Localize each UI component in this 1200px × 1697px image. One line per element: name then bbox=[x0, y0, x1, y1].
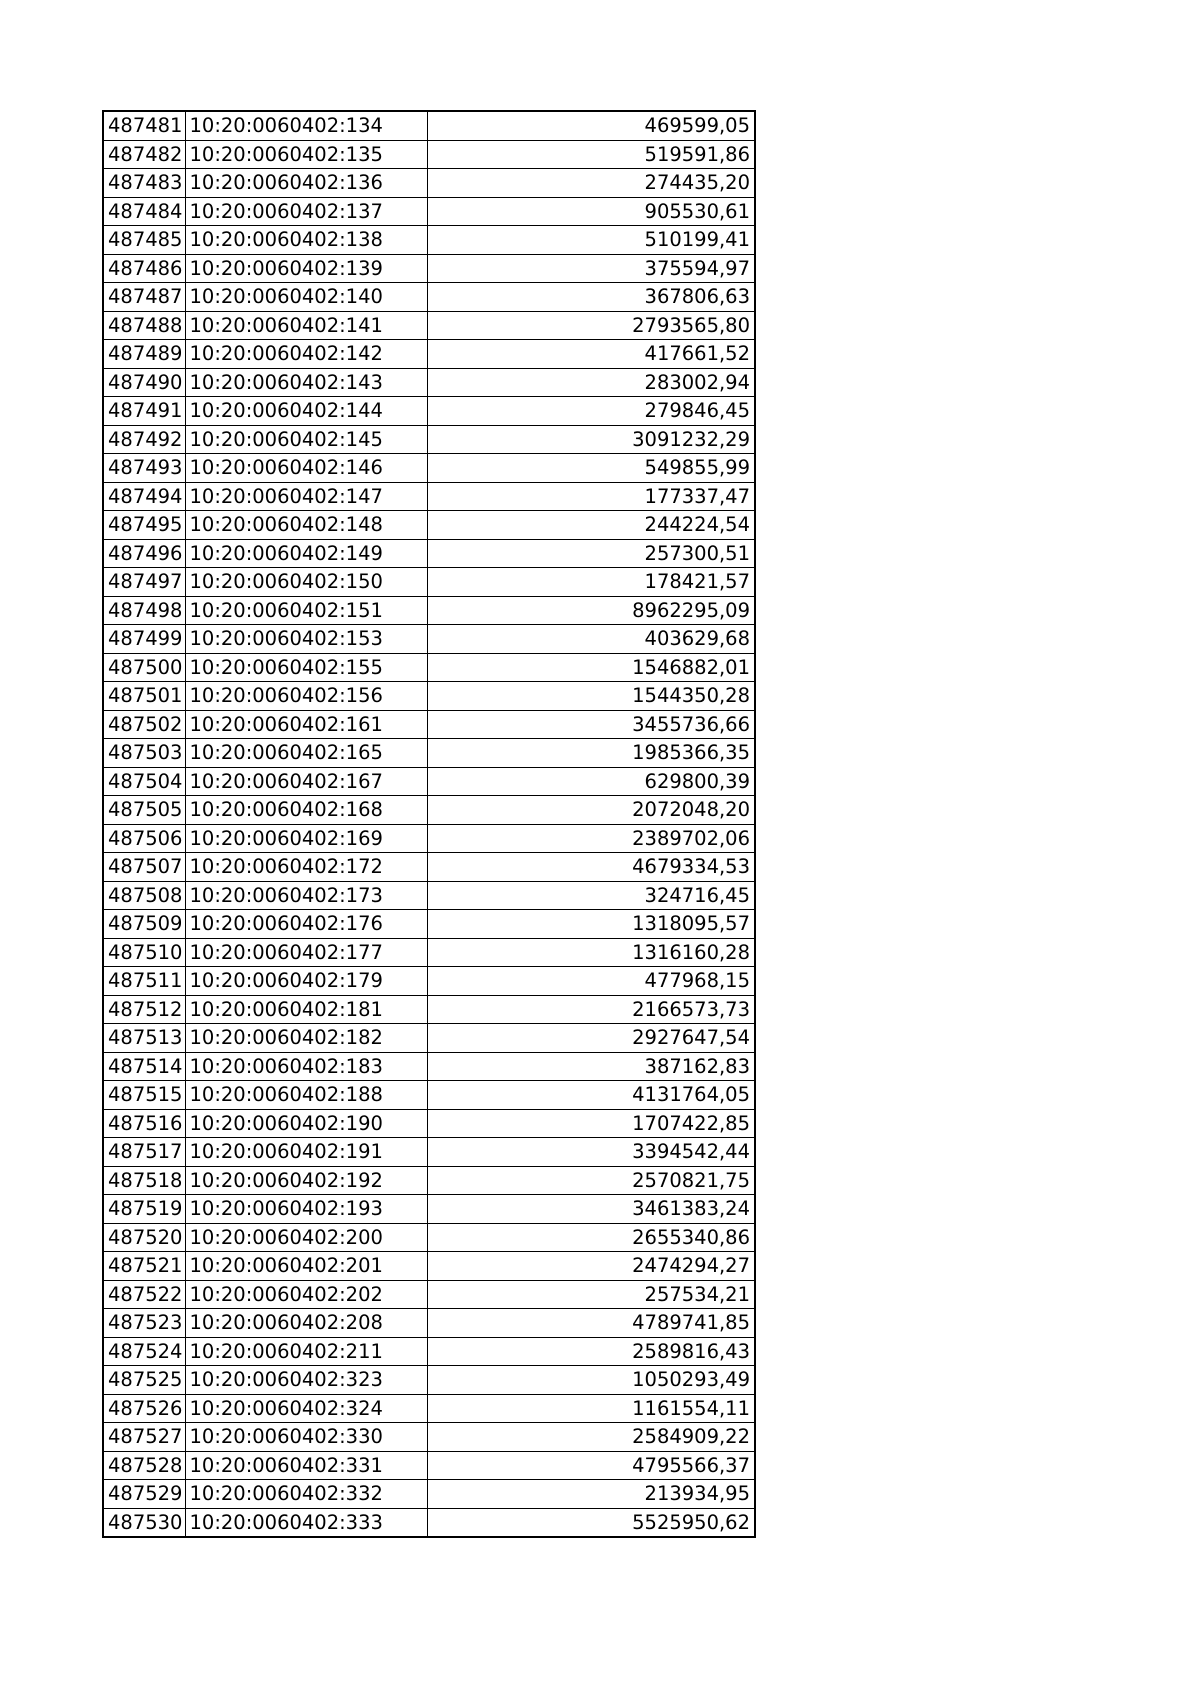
cadastral-number-cell: 10:20:0060402:211 bbox=[185, 1337, 427, 1366]
row-id-cell: 487511 bbox=[103, 967, 185, 996]
table-row bbox=[103, 653, 755, 682]
table-row bbox=[103, 1423, 755, 1452]
table-row bbox=[103, 340, 755, 369]
cadastral-value-cell: 549855,99 bbox=[427, 454, 755, 483]
table-row bbox=[103, 1451, 755, 1480]
table-row bbox=[103, 625, 755, 654]
row-id-cell: 487482 bbox=[103, 140, 185, 169]
cadastral-number-cell: 10:20:0060402:176 bbox=[185, 910, 427, 939]
cadastral-value-cell: 3461383,24 bbox=[427, 1195, 755, 1224]
table-row bbox=[103, 397, 755, 426]
cadastral-value-cell: 477968,15 bbox=[427, 967, 755, 996]
cadastral-value-cell: 279846,45 bbox=[427, 397, 755, 426]
cadastral-number-cell: 10:20:0060402:183 bbox=[185, 1052, 427, 1081]
row-id-cell: 487497 bbox=[103, 568, 185, 597]
table-row bbox=[103, 1480, 755, 1509]
cadastral-value-cell: 178421,57 bbox=[427, 568, 755, 597]
table-row bbox=[103, 368, 755, 397]
cadastral-value-cell: 1318095,57 bbox=[427, 910, 755, 939]
cadastral-value-cell: 2072048,20 bbox=[427, 796, 755, 825]
row-id-cell: 487516 bbox=[103, 1109, 185, 1138]
cadastral-value-cell: 4679334,53 bbox=[427, 853, 755, 882]
cadastral-number-cell: 10:20:0060402:169 bbox=[185, 824, 427, 853]
row-id-cell: 487528 bbox=[103, 1451, 185, 1480]
cadastral-number-cell: 10:20:0060402:137 bbox=[185, 197, 427, 226]
row-id-cell: 487484 bbox=[103, 197, 185, 226]
table-row bbox=[103, 511, 755, 540]
table-row bbox=[103, 824, 755, 853]
row-id-cell: 487517 bbox=[103, 1138, 185, 1167]
cadastral-value-cell: 2927647,54 bbox=[427, 1024, 755, 1053]
cadastral-number-cell: 10:20:0060402:149 bbox=[185, 539, 427, 568]
cadastral-number-cell: 10:20:0060402:135 bbox=[185, 140, 427, 169]
table-row bbox=[103, 710, 755, 739]
table-row bbox=[103, 1195, 755, 1224]
cadastral-number-cell: 10:20:0060402:155 bbox=[185, 653, 427, 682]
table-body bbox=[103, 111, 755, 1537]
row-id-cell: 487522 bbox=[103, 1280, 185, 1309]
cadastral-value-cell: 3455736,66 bbox=[427, 710, 755, 739]
table-row bbox=[103, 1252, 755, 1281]
row-id-cell: 487505 bbox=[103, 796, 185, 825]
cadastral-value-cell: 4789741,85 bbox=[427, 1309, 755, 1338]
table-row bbox=[103, 254, 755, 283]
row-id-cell: 487521 bbox=[103, 1252, 185, 1281]
cadastral-value-cell: 905530,61 bbox=[427, 197, 755, 226]
row-id-cell: 487519 bbox=[103, 1195, 185, 1224]
cadastral-number-cell: 10:20:0060402:324 bbox=[185, 1394, 427, 1423]
cadastral-value-cell: 2793565,80 bbox=[427, 311, 755, 340]
cadastral-number-cell: 10:20:0060402:202 bbox=[185, 1280, 427, 1309]
table-row bbox=[103, 967, 755, 996]
table-row bbox=[103, 1366, 755, 1395]
cadastral-number-cell: 10:20:0060402:201 bbox=[185, 1252, 427, 1281]
cadastral-number-cell: 10:20:0060402:181 bbox=[185, 995, 427, 1024]
cadastral-number-cell: 10:20:0060402:147 bbox=[185, 482, 427, 511]
table-row bbox=[103, 197, 755, 226]
cadastral-value-cell: 324716,45 bbox=[427, 881, 755, 910]
cadastral-value-cell: 1316160,28 bbox=[427, 938, 755, 967]
row-id-cell: 487490 bbox=[103, 368, 185, 397]
cadastral-number-cell: 10:20:0060402:172 bbox=[185, 853, 427, 882]
table-row bbox=[103, 1309, 755, 1338]
table-row bbox=[103, 283, 755, 312]
cadastral-number-cell: 10:20:0060402:182 bbox=[185, 1024, 427, 1053]
table-row bbox=[103, 169, 755, 198]
cadastral-number-cell: 10:20:0060402:138 bbox=[185, 226, 427, 255]
cadastral-number-cell: 10:20:0060402:332 bbox=[185, 1480, 427, 1509]
table-row bbox=[103, 454, 755, 483]
cadastral-number-cell: 10:20:0060402:145 bbox=[185, 425, 427, 454]
cadastral-value-cell: 510199,41 bbox=[427, 226, 755, 255]
row-id-cell: 487520 bbox=[103, 1223, 185, 1252]
table-row bbox=[103, 596, 755, 625]
row-id-cell: 487503 bbox=[103, 739, 185, 768]
table-row bbox=[103, 1337, 755, 1366]
row-id-cell: 487506 bbox=[103, 824, 185, 853]
row-id-cell: 487514 bbox=[103, 1052, 185, 1081]
row-id-cell: 487491 bbox=[103, 397, 185, 426]
table-row bbox=[103, 682, 755, 711]
row-id-cell: 487494 bbox=[103, 482, 185, 511]
cadastral-value-cell: 375594,97 bbox=[427, 254, 755, 283]
cadastral-number-cell: 10:20:0060402:156 bbox=[185, 682, 427, 711]
cadastral-value-cell: 469599,05 bbox=[427, 111, 755, 140]
cadastral-value-cell: 1707422,85 bbox=[427, 1109, 755, 1138]
table-row bbox=[103, 853, 755, 882]
cadastral-number-cell: 10:20:0060402:142 bbox=[185, 340, 427, 369]
cadastral-value-cell: 1050293,49 bbox=[427, 1366, 755, 1395]
row-id-cell: 487508 bbox=[103, 881, 185, 910]
table-row bbox=[103, 1166, 755, 1195]
cadastral-number-cell: 10:20:0060402:168 bbox=[185, 796, 427, 825]
cadastral-number-cell: 10:20:0060402:323 bbox=[185, 1366, 427, 1395]
row-id-cell: 487487 bbox=[103, 283, 185, 312]
row-id-cell: 487481 bbox=[103, 111, 185, 140]
row-id-cell: 487486 bbox=[103, 254, 185, 283]
cadastral-number-cell: 10:20:0060402:193 bbox=[185, 1195, 427, 1224]
cadastral-value-cell: 1985366,35 bbox=[427, 739, 755, 768]
cadastral-number-cell: 10:20:0060402:153 bbox=[185, 625, 427, 654]
table-row bbox=[103, 539, 755, 568]
cadastral-number-cell: 10:20:0060402:173 bbox=[185, 881, 427, 910]
cadastral-number-cell: 10:20:0060402:167 bbox=[185, 767, 427, 796]
cadastral-number-cell: 10:20:0060402:177 bbox=[185, 938, 427, 967]
cadastral-value-cell: 629800,39 bbox=[427, 767, 755, 796]
table-row bbox=[103, 568, 755, 597]
table-row bbox=[103, 995, 755, 1024]
row-id-cell: 487485 bbox=[103, 226, 185, 255]
table-row bbox=[103, 425, 755, 454]
table-row bbox=[103, 1394, 755, 1423]
cadastral-value-cell: 417661,52 bbox=[427, 340, 755, 369]
cadastral-number-cell: 10:20:0060402:144 bbox=[185, 397, 427, 426]
row-id-cell: 487504 bbox=[103, 767, 185, 796]
row-id-cell: 487524 bbox=[103, 1337, 185, 1366]
row-id-cell: 487512 bbox=[103, 995, 185, 1024]
row-id-cell: 487529 bbox=[103, 1480, 185, 1509]
table-row bbox=[103, 311, 755, 340]
cadastral-number-cell: 10:20:0060402:139 bbox=[185, 254, 427, 283]
row-id-cell: 487509 bbox=[103, 910, 185, 939]
cadastral-value-cell: 387162,83 bbox=[427, 1052, 755, 1081]
cadastral-value-cell: 1544350,28 bbox=[427, 682, 755, 711]
cadastral-value-cell: 4131764,05 bbox=[427, 1081, 755, 1110]
cadastral-value-cell: 4795566,37 bbox=[427, 1451, 755, 1480]
row-id-cell: 487530 bbox=[103, 1508, 185, 1537]
row-id-cell: 487500 bbox=[103, 653, 185, 682]
table-row bbox=[103, 482, 755, 511]
row-id-cell: 487493 bbox=[103, 454, 185, 483]
cadastral-number-cell: 10:20:0060402:146 bbox=[185, 454, 427, 483]
table-row bbox=[103, 767, 755, 796]
row-id-cell: 487523 bbox=[103, 1309, 185, 1338]
table-row bbox=[103, 796, 755, 825]
table-row bbox=[103, 938, 755, 967]
cadastral-number-cell: 10:20:0060402:192 bbox=[185, 1166, 427, 1195]
cadastral-number-cell: 10:20:0060402:200 bbox=[185, 1223, 427, 1252]
table-row bbox=[103, 1024, 755, 1053]
cadastral-value-cell: 3394542,44 bbox=[427, 1138, 755, 1167]
cadastral-value-cell: 2570821,75 bbox=[427, 1166, 755, 1195]
cadastral-number-cell: 10:20:0060402:188 bbox=[185, 1081, 427, 1110]
table-row bbox=[103, 1223, 755, 1252]
cadastral-number-cell: 10:20:0060402:151 bbox=[185, 596, 427, 625]
cadastral-number-cell: 10:20:0060402:191 bbox=[185, 1138, 427, 1167]
row-id-cell: 487518 bbox=[103, 1166, 185, 1195]
cadastral-value-cell: 2474294,27 bbox=[427, 1252, 755, 1281]
row-id-cell: 487502 bbox=[103, 710, 185, 739]
cadastral-value-cell: 2584909,22 bbox=[427, 1423, 755, 1452]
cadastral-value-cell: 1546882,01 bbox=[427, 653, 755, 682]
table-row bbox=[103, 881, 755, 910]
table-row bbox=[103, 140, 755, 169]
row-id-cell: 487483 bbox=[103, 169, 185, 198]
cadastral-number-cell: 10:20:0060402:190 bbox=[185, 1109, 427, 1138]
cadastral-number-cell: 10:20:0060402:150 bbox=[185, 568, 427, 597]
cadastral-value-cell: 177337,47 bbox=[427, 482, 755, 511]
table-row bbox=[103, 111, 755, 140]
table-row bbox=[103, 910, 755, 939]
cadastral-value-cell: 257534,21 bbox=[427, 1280, 755, 1309]
cadastral-value-cell: 5525950,62 bbox=[427, 1508, 755, 1537]
cadastral-number-cell: 10:20:0060402:136 bbox=[185, 169, 427, 198]
table-row bbox=[103, 1138, 755, 1167]
cadastral-value-cell: 367806,63 bbox=[427, 283, 755, 312]
row-id-cell: 487489 bbox=[103, 340, 185, 369]
cadastral-value-cell: 3091232,29 bbox=[427, 425, 755, 454]
table-row bbox=[103, 1280, 755, 1309]
cadastral-value-cell: 403629,68 bbox=[427, 625, 755, 654]
cadastral-number-cell: 10:20:0060402:331 bbox=[185, 1451, 427, 1480]
table-row bbox=[103, 1052, 755, 1081]
cadastral-number-cell: 10:20:0060402:161 bbox=[185, 710, 427, 739]
cadastral-value-cell: 244224,54 bbox=[427, 511, 755, 540]
table-row bbox=[103, 1508, 755, 1537]
cadastral-value-cell: 2589816,43 bbox=[427, 1337, 755, 1366]
cadastral-number-cell: 10:20:0060402:141 bbox=[185, 311, 427, 340]
cadastral-value-cell: 519591,86 bbox=[427, 140, 755, 169]
table-row bbox=[103, 1109, 755, 1138]
cadastral-value-table bbox=[102, 110, 756, 1538]
cadastral-number-cell: 10:20:0060402:140 bbox=[185, 283, 427, 312]
row-id-cell: 487496 bbox=[103, 539, 185, 568]
cadastral-value-cell: 2166573,73 bbox=[427, 995, 755, 1024]
table-row bbox=[103, 226, 755, 255]
row-id-cell: 487525 bbox=[103, 1366, 185, 1395]
row-id-cell: 487515 bbox=[103, 1081, 185, 1110]
row-id-cell: 487510 bbox=[103, 938, 185, 967]
row-id-cell: 487498 bbox=[103, 596, 185, 625]
cadastral-number-cell: 10:20:0060402:208 bbox=[185, 1309, 427, 1338]
row-id-cell: 487507 bbox=[103, 853, 185, 882]
cadastral-number-cell: 10:20:0060402:134 bbox=[185, 111, 427, 140]
row-id-cell: 487499 bbox=[103, 625, 185, 654]
cadastral-number-cell: 10:20:0060402:148 bbox=[185, 511, 427, 540]
row-id-cell: 487495 bbox=[103, 511, 185, 540]
row-id-cell: 487513 bbox=[103, 1024, 185, 1053]
cadastral-number-cell: 10:20:0060402:179 bbox=[185, 967, 427, 996]
cadastral-value-cell: 8962295,09 bbox=[427, 596, 755, 625]
row-id-cell: 487501 bbox=[103, 682, 185, 711]
cadastral-value-cell: 257300,51 bbox=[427, 539, 755, 568]
cadastral-number-cell: 10:20:0060402:333 bbox=[185, 1508, 427, 1537]
cadastral-value-cell: 2655340,86 bbox=[427, 1223, 755, 1252]
cadastral-value-cell: 283002,94 bbox=[427, 368, 755, 397]
cadastral-number-cell: 10:20:0060402:330 bbox=[185, 1423, 427, 1452]
row-id-cell: 487527 bbox=[103, 1423, 185, 1452]
cadastral-value-cell: 2389702,06 bbox=[427, 824, 755, 853]
cadastral-value-cell: 213934,95 bbox=[427, 1480, 755, 1509]
row-id-cell: 487492 bbox=[103, 425, 185, 454]
table-row bbox=[103, 1081, 755, 1110]
cadastral-value-cell: 1161554,11 bbox=[427, 1394, 755, 1423]
cadastral-number-cell: 10:20:0060402:143 bbox=[185, 368, 427, 397]
cadastral-number-cell: 10:20:0060402:165 bbox=[185, 739, 427, 768]
cadastral-value-cell: 274435,20 bbox=[427, 169, 755, 198]
row-id-cell: 487488 bbox=[103, 311, 185, 340]
table-row bbox=[103, 739, 755, 768]
row-id-cell: 487526 bbox=[103, 1394, 185, 1423]
